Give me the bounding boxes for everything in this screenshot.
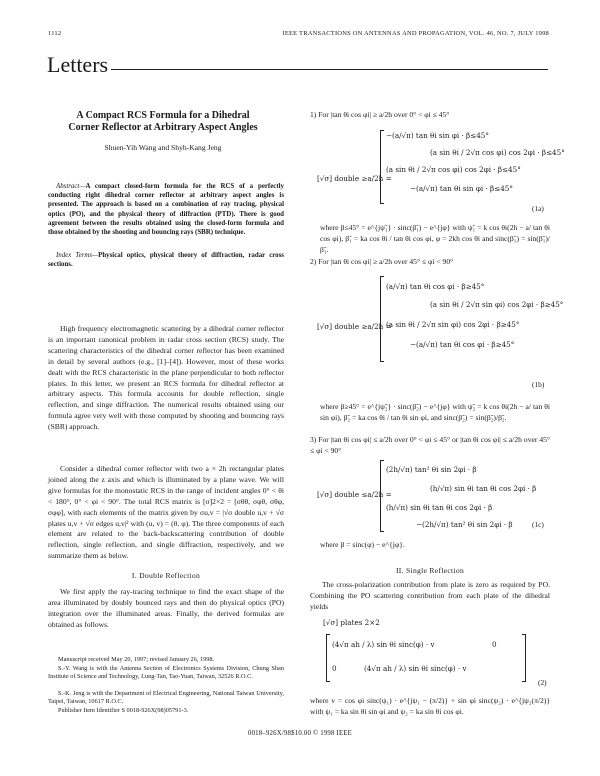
eq-1c-row-1: (2h/√π) tan² θi sin 2φi · β (386, 465, 477, 474)
abstract-label: Abstract— (56, 183, 86, 190)
abstract-text: A compact closed-form formula for the RCS of a perfectly conducting right dihedral corner reflector at arbitrary aspect angles is presented. The approach is based on a combination of ray tracing, physical optics (PO), and the physical theory of diffraction (PTD). There is good agreement between the results obtained using the closed-form formula and those obtained by the shooting and bouncing rays (SBR) technique. (48, 183, 284, 237)
page-number: 1112 (48, 30, 62, 37)
eq-1c-row-2: (h/√π) sin θi tan θi cos 2φi · β (430, 484, 537, 493)
eq-1b-row-1: (a/√π) tan θi cos φi · β≥45° (386, 282, 485, 291)
article-title (48, 110, 278, 134)
eq-1a-lhs: [√σ] double ≥a/2h = (317, 174, 392, 183)
footnote-author-2: S.-K. Jeng is with the Department of Electrical Engineering, National Taiwan University, Taipei, Taiwan, 10617 R.O.C. (48, 690, 284, 706)
eq-1b-row-2: (a sin θi / 2√π sin φi) cos 2φi · β≥45° (430, 300, 564, 309)
copyright-footer: 0018–926X/98$10.00 © 1998 IEEE (247, 730, 353, 737)
section-1-paragraph: We first apply the ray-tracing technique to find the exact shape of the area illuminated by doubly bounced rays and then do physical optics (PO) integration over the illuminated areas. Finally, the derived formulas are obtained as follows. (48, 587, 284, 629)
section-label: Letters (47, 52, 109, 77)
section-1-title: I. Double Reflection (131, 571, 201, 580)
title-line-1: A Compact RCS Formula for a Dihedral (76, 110, 250, 121)
case-1-where: where β≤45° = e^{jψ̃₁} · sinc(β̃₁) − e^{jφ} with ψ̃₁ = k cos θi(2h − a/ tan θi cos φi), β̃₁ = ka cos θi / tan θi cos φi, φ = 2kh cos θi and sinc(β̃₁) = sin(β̃₁)/β̃₁. (320, 223, 550, 254)
authors: Shuen-Yih Wang and Shyh-Kang Jeng (104, 143, 222, 152)
abstract (48, 182, 284, 237)
case-3-where: where β = sinc(φ) − e^{jφ}. (320, 540, 405, 549)
footnote-received: Manuscript received May 20, 1997; revised January 26, 1998. (58, 656, 215, 663)
index-label: Index Terms— (56, 252, 99, 259)
eq-1b-bracket (380, 276, 384, 362)
intro-paragraph-2: Consider a dihedral corner reflector with two a × 2h rectangular plates joined along the z axis and which is illuminated by a plane wave. We will give formulas for the monostatic RCS in the range of incident angles 0° < θi < 180°, 0° < φi < 90°. The total RCS matrix is [σ]2×2 = [σθθ, σφθ, σθφ, σφφ], with each elements of the matrix given by σu,v = |√σ double u,v + √σ plates u,v + √σ edges u,v|² with (u, v) = (θ, φ). The three components of each element are related to the back-backscattering contribution of double reflection, single reflection, and single diffraction, respectively, and we summarize them as below. (48, 464, 284, 561)
index-terms-text: Physical optics, physical theory of diffraction, radar cross sections. (48, 252, 284, 269)
eq-1b-number: (1b) (532, 380, 545, 389)
eq-1b-row-4: −(a/√π) tan θi cos φi · β≥45° (410, 340, 515, 349)
eq-2-where: where v = cos φi sinc(ψ₁) · e^{jψ₁ − (π/2)} + sin φi sinc(ψ₂) · e^{jψ₂(π/2)} with ψ₁ = ka sin θi sin φi and ψ₂ = ka sin θi cos φi. (310, 696, 550, 716)
eq-1a-bracket (380, 130, 384, 204)
eq-1c-bracket (380, 460, 384, 532)
eq-1a-row-1: −(a/√π) tan θi sin φi · β≤45° (386, 131, 489, 140)
index-terms (48, 251, 284, 269)
eq-1a-row-4: −(a/√π) tan θi sin φi · β≤45° (410, 184, 513, 193)
case-3-condition: 3) For |tan θi cos φi| ≤ a/2h over 0° < φi ≤ 45° or |tan θi cos φi| ≤ a/2h over 45° ≤ φi < 90° (310, 435, 550, 455)
case-2-where: where β≥45° = e^{jψ̃₂} · sinc(β̃₂) − e^{jφ} with ψ̃₂ = k cos θi(2h − a/ tan θi sin φi), β̃₂ = ka cos θi / tan θi sin φi, and sinc(β̃₂) = sin(β̃₂)/β̃₂. (320, 402, 550, 422)
eq-1c-lhs: [√σ] double ≤a/2h = (317, 490, 392, 499)
eq-2-row-1: (4√π ah / λ) sin θi sinc(φ) · v (332, 640, 435, 649)
eq-2-bracket-left (326, 634, 330, 682)
eq-1b-lhs: [√σ] double ≥a/2h = (317, 322, 392, 331)
eq-1a-row-3: (a sin θi / 2√π cos φi) cos 2φi · β≤45° (386, 165, 521, 174)
footnote-author-1: S.-Y. Wang is with the Antenna Section of Electronics Systems Division, Chung Shan Institute of Science and Technology, Lung-Tan, Tao-Yuan, Taiwan, 32526 R.O.C. (48, 665, 284, 681)
eq-1b-row-3: (a sin θi / 2√π sin φi) cos 2φi · β≥45° (386, 320, 520, 329)
eq-2-row-1-zero: 0 (492, 640, 497, 649)
section-2-title: II. Single Reflection (395, 566, 465, 575)
eq-1a-row-2: (a sin θi / 2√π cos φi) cos 2φi · β≤45° (430, 148, 565, 157)
eq-2-lhs: [√σ] plates 2×2 (323, 618, 380, 627)
title-line-2: Corner Reflector at Arbitrary Aspect Angles (68, 122, 258, 133)
eq-1a-number: (1a) (532, 204, 544, 213)
eq-2-number: (2) (538, 678, 547, 687)
case-2-condition: 2) For |tan θi cos φi| ≥ a/2h over 45° ≤ φi < 90° (310, 257, 454, 266)
eq-1c-row-4: −(2h/√π) tan² θi sin 2φi · β (416, 520, 513, 529)
journal-header: IEEE TRANSACTIONS ON ANTENNAS AND PROPAGATION, VOL. 46, NO. 7, JULY 1998 (282, 30, 549, 37)
case-1-condition: 1) For |tan θi cos φi| ≥ a/2h over 0° < φi ≤ 45° (310, 110, 450, 119)
section-2-paragraph: The cross-polarization contribution from plate is zero as required by PO. Combining the PO scattering contribution from each plate of the dihedral yields (310, 580, 550, 611)
eq-1c-number: (1c) (532, 520, 544, 529)
intro-paragraph-1: High frequency electromagnetic scattering by a dihedral corner reflector is an important canonical problem in radar cross section (RCS) study. The scattering characteristics of the dihedral corner reflector has been examined in detail by several authors (e.g., [1]–[4]). However, most of these works dealt with the RCS characteristic in the plane perpendicular to both reflector plates. In this letter, we present an RCS formula for dihedral reflector at arbitrary aspects. This formula accounts for double reflection, single reflection, and singe diffraction. The numerical results obtained using our formula agree very well with those computed by shooting and bouncing rays (SBR) approach. (48, 324, 284, 432)
eq-2-row-2-zero: 0 (332, 664, 337, 673)
eq-1c-row-3: (h/√π) sin θi tan θi cos 2φi · β (386, 503, 493, 512)
header-rule (111, 69, 548, 70)
eq-2-bracket-right (522, 634, 526, 682)
eq-2-row-2: (4√π ah / λ) sin θi sinc(φ) · v (364, 664, 467, 673)
footnote-identifier: Publisher Item Identifier S 0018-926X(98)05791-3. (58, 707, 189, 714)
